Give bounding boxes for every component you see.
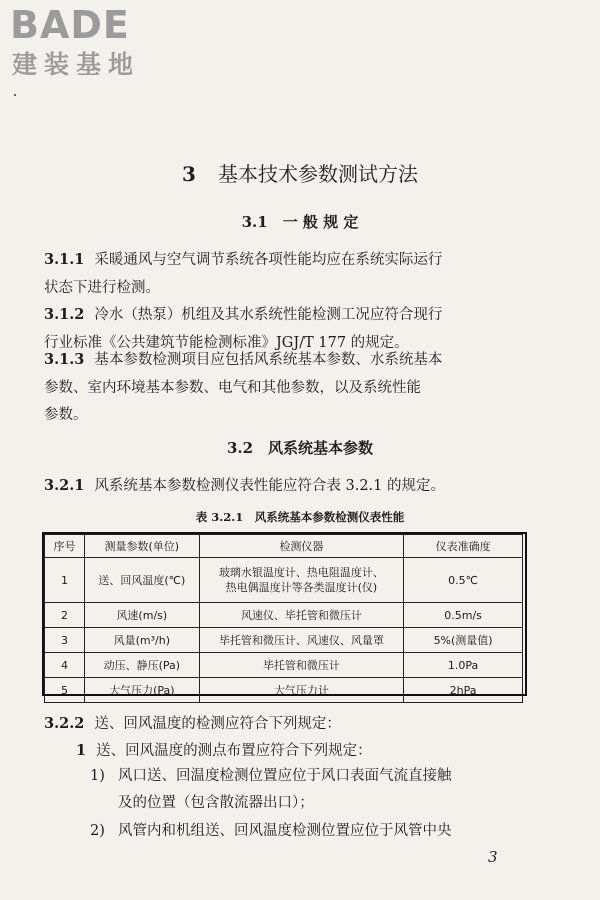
scan-speck bbox=[14, 94, 16, 96]
table-cell: 大气压力计 bbox=[199, 678, 403, 703]
instrument-table bbox=[44, 534, 523, 703]
table-cell: 2 bbox=[45, 603, 85, 628]
list-marker: 2) bbox=[90, 823, 105, 839]
table-header-cell: 序号 bbox=[45, 535, 85, 558]
section-heading-3-1: 3.1 一 般 规 定 bbox=[241, 213, 359, 231]
table-row bbox=[45, 603, 523, 628]
clause-text: 状态下进行检测。 bbox=[44, 279, 160, 296]
section-heading-3-2: 3.2 风系统基本参数 bbox=[226, 439, 374, 457]
table-cell: 毕托管和微压计、风速仪、风量罩 bbox=[199, 628, 403, 653]
clause-3-1-1 bbox=[44, 246, 524, 302]
table-cell bbox=[199, 558, 403, 603]
clause-number: 3.1.1 bbox=[44, 251, 85, 268]
subclause-number: 1 bbox=[76, 742, 87, 759]
clause-text: 送、回风温度的检测应符合下列规定： bbox=[94, 716, 341, 732]
table-header-cell: 仪表准确度 bbox=[404, 535, 523, 558]
table-cell-line: 玻璃水银温度计、热电阻温度计、 bbox=[218, 566, 384, 579]
table-cell: 风量(m³/h) bbox=[84, 628, 199, 653]
clause-number: 3.2.2 bbox=[44, 715, 85, 732]
table-cell: 大气压力(Pa) bbox=[84, 678, 199, 703]
chapter-title bbox=[0, 160, 600, 188]
chapter-title-text: 基本技术参数测试方法 bbox=[217, 162, 418, 186]
table-cell: 3 bbox=[45, 628, 85, 653]
table-row bbox=[45, 558, 523, 603]
table-header-cell: 测量参数(单位) bbox=[84, 535, 199, 558]
table-cell: 1 bbox=[45, 558, 85, 603]
list-item-continuation: 及的位置（包含散流器出口）； bbox=[118, 795, 314, 811]
clause-text: 行业标准《公共建筑节能检测标准》JGJ/T 177 的规定。 bbox=[44, 334, 409, 351]
chapter-number: 3 bbox=[182, 162, 196, 186]
clause-3-1-3 bbox=[44, 346, 524, 430]
clause-text: 参数。 bbox=[44, 407, 88, 423]
clause-3-2-1 bbox=[44, 472, 544, 501]
clause-text: 采暖通风与空气调节系统各项性能均应在系统实际运行 bbox=[94, 252, 443, 268]
table-cell: 风速仪、毕托管和微压计 bbox=[199, 603, 403, 628]
table-cell: 1.0Pa bbox=[404, 653, 523, 678]
table-cell-line: 热电偶温度计等各类温度计(仪) bbox=[225, 581, 378, 594]
table-row bbox=[45, 678, 523, 703]
table-cell: 5%(测量值) bbox=[404, 628, 523, 653]
table-cell: 0.5m/s bbox=[404, 603, 523, 628]
clause-text: 风系统基本参数检测仪表性能应符合表 3.2.1 的规定。 bbox=[94, 478, 445, 494]
clause-text: 参数、室内环境基本参数、电气和其他参数，以及系统性能 bbox=[44, 379, 421, 396]
list-item-text: 风口送、回温度检测位置应位于风口表面气流直接触 bbox=[118, 768, 452, 784]
clause-text: 基本参数检测项目应包括风系统基本参数、水系统基本 bbox=[94, 352, 443, 368]
clause-number: 3.1.2 bbox=[44, 306, 85, 323]
table-cell: 0.5℃ bbox=[404, 558, 523, 603]
table-cell: 送、回风温度(℃) bbox=[84, 558, 199, 603]
list-item bbox=[90, 763, 530, 791]
page-number: 3 bbox=[488, 848, 498, 866]
clause-text: 冷水（热泵）机组及其水系统性能检测工况应符合现行 bbox=[94, 307, 443, 323]
table-caption: 表 3.2.1 风系统基本参数检测仪表性能 bbox=[195, 510, 405, 524]
table-row bbox=[45, 628, 523, 653]
table-cell: 毕托管和微压计 bbox=[199, 653, 403, 678]
logo-brand: BADE bbox=[10, 3, 130, 47]
clause-3-2-2 bbox=[44, 710, 544, 739]
table-cell: 5 bbox=[45, 678, 85, 703]
list-item-text: 风管内和机组送、回风温度检测位置应位于风管中央 bbox=[118, 823, 452, 839]
clause-number: 3.2.1 bbox=[44, 477, 85, 494]
table-cell: 动压、静压(Pa) bbox=[84, 653, 199, 678]
table-cell: 2hPa bbox=[404, 678, 523, 703]
table-cell: 风速(m/s) bbox=[84, 603, 199, 628]
subclause-text: 送、回风温度的测点布置应符合下列规定： bbox=[96, 743, 372, 759]
table-header-row bbox=[45, 535, 523, 558]
subclause-1 bbox=[76, 737, 536, 766]
logo-subtitle: 建装基地 bbox=[12, 50, 141, 79]
list-marker: 1) bbox=[90, 768, 105, 784]
table-row bbox=[45, 653, 523, 678]
table-header-cell: 检测仪器 bbox=[199, 535, 403, 558]
list-item bbox=[90, 818, 530, 846]
clause-number: 3.1.3 bbox=[44, 351, 85, 368]
table-cell: 4 bbox=[45, 653, 85, 678]
